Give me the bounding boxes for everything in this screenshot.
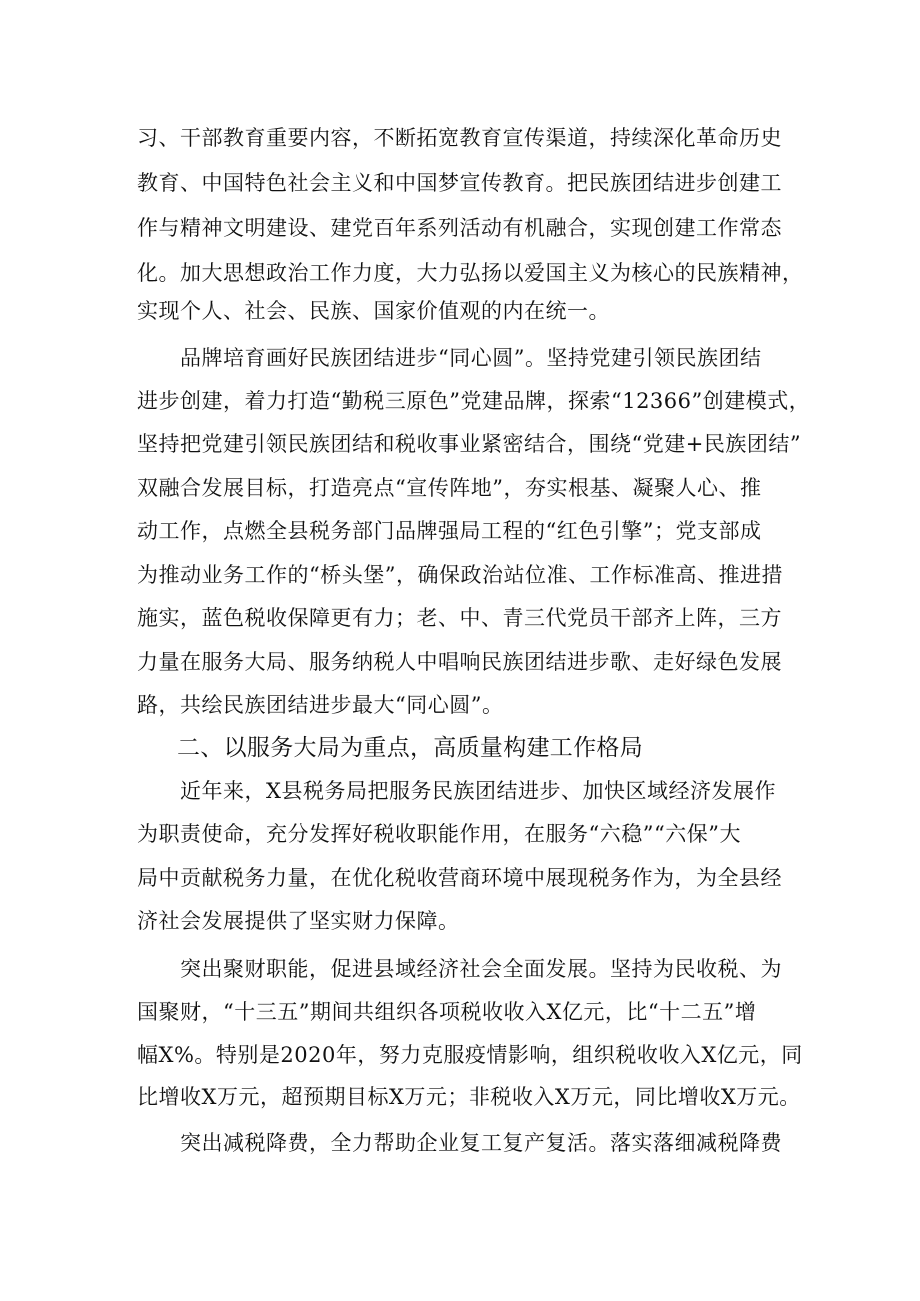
section-heading: 二、以服务大局为重点，高质量构建工作格局: [177, 735, 643, 761]
text-line: 双融合发展目标，打造亮点“宣传阵地”，夯实根基、凝聚人心、推: [137, 476, 762, 500]
text-line: 教育、中国特色社会主义和中国梦宣传教育。把民族团结进步创建工: [137, 171, 782, 195]
text-line: 实现个人、社会、民族、国家价值观的内在统一。: [137, 299, 610, 323]
text-line: 坚持把党建引领民族团结和税收事业紧密结合，围绕“党建+民族团结”: [137, 432, 802, 456]
text-line: 比增收X万元，超预期目标X万元；非税收入X万元，同比增收X万元。: [137, 1085, 801, 1109]
text-line: 为职责使命，充分发挥好税收职能作用，在服务“六稳”“六保”大: [137, 822, 741, 846]
paragraph-first-line: 突出减税降费，全力帮助企业复工复产复活。落实落细减税降费: [180, 1131, 782, 1155]
text-line: 局中贡献税务力量，在优化税收营商环境中展现税务作为，为全县经: [137, 866, 782, 890]
text-line: 力量在服务大局、服务纳税人中唱响民族团结进步歌、走好绿色发展: [137, 650, 782, 674]
text-line: 国聚财，“十三五”期间共组织各项税收收入X亿元，比“十二五”增: [137, 1000, 757, 1024]
paragraph-first-line: 近年来，X县税务局把服务民族团结进步、加快区域经济发展作: [180, 779, 776, 803]
text-line: 进步创建，着力打造“勤税三原色”党建品牌，探索“12366”创建模式，: [137, 389, 811, 413]
text-line: 为推动业务工作的“桥头堡”，确保政治站位准、工作标准高、推进措: [137, 563, 783, 587]
text-line: 济社会发展提供了坚实财力保障。: [137, 909, 460, 933]
text-line: 路，共绘民族团结进步最大“同心圆”。: [137, 693, 504, 717]
text-line: 施实，蓝色税收保障更有力；老、中、青三代党员干部齐上阵，三方: [137, 606, 782, 630]
text-line: 作与精神文明建设、建党百年系列活动有机融合，实现创建工作常态: [137, 216, 782, 240]
text-line: 化。加大思想政治工作力度，大力弘扬以爱国主义为核心的民族精神，: [137, 261, 804, 285]
text-line: 幅X%。特别是2020年，努力克服疫情影响，组织税收收入X亿元，同: [137, 1043, 803, 1067]
text-line: 习、干部教育重要内容，不断拓宽教育宣传渠道，持续深化革命历史: [137, 126, 782, 150]
text-line: 动工作，点燃全县税务部门品牌强局工程的“红色引擎”；党支部成: [137, 519, 762, 543]
paragraph-first-line: 突出聚财职能，促进县域经济社会全面发展。坚持为民收税、为: [180, 957, 782, 981]
paragraph-first-line: 品牌培育画好民族团结进步“同心圆”。坚持党建引领民族团结: [180, 346, 762, 370]
